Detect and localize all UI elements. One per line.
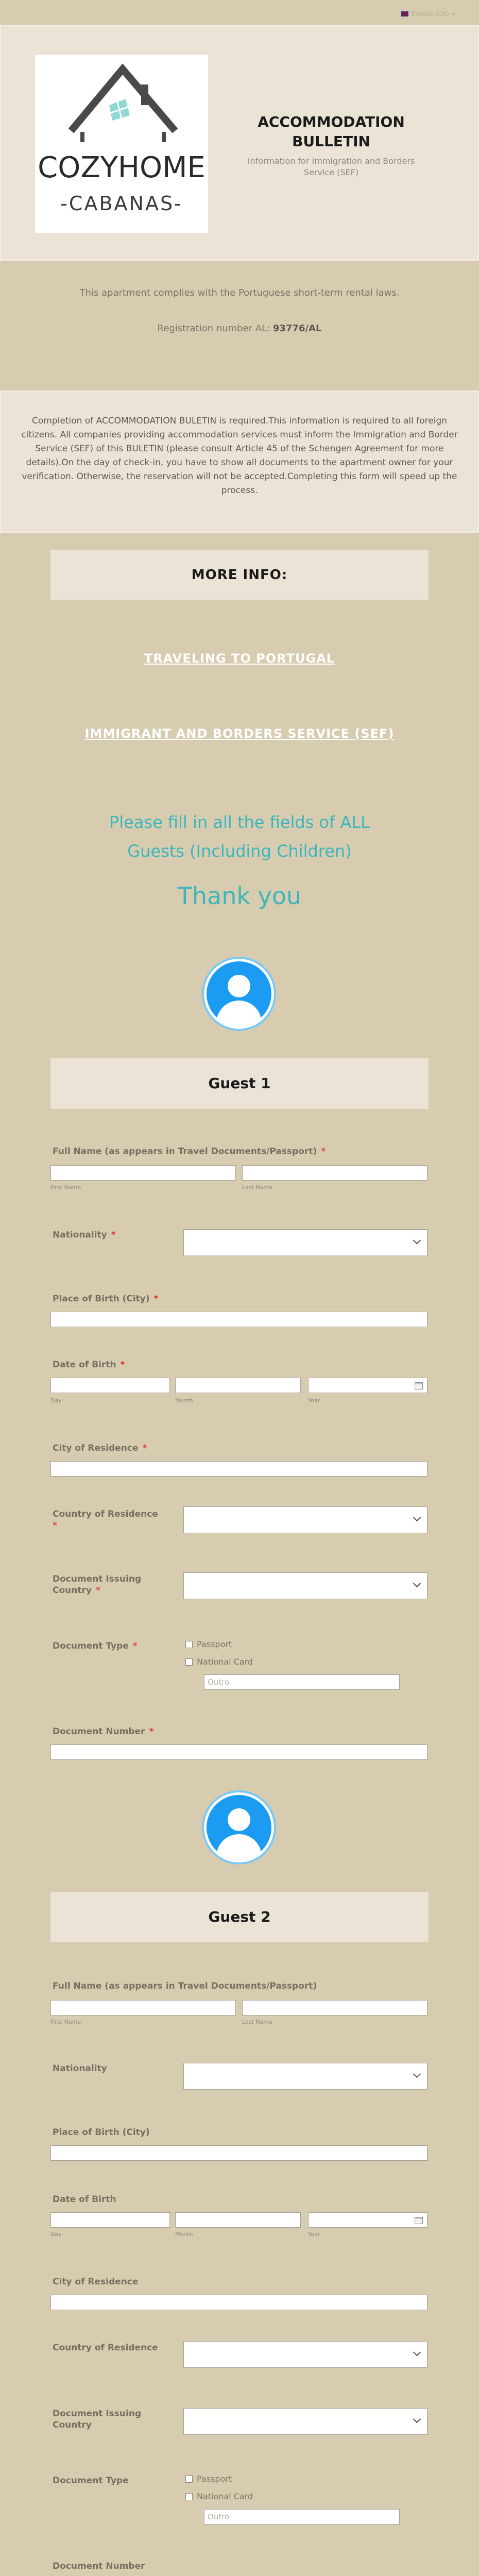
guest2-header: Guest 2: [50, 1892, 429, 1942]
guest1-city-residence-input[interactable]: [50, 1461, 427, 1477]
guest1-doc-issuing-country-select[interactable]: [183, 1572, 427, 1599]
guest1-month-sublabel: Month: [175, 1397, 193, 1404]
compliance-text: This apartment complies with the Portuguese short-term rental laws.: [79, 287, 400, 298]
language-label: English (UK): [411, 10, 449, 18]
chevron-down-icon: [413, 2348, 421, 2357]
guest1-year-sublabel: Year: [308, 1397, 320, 1404]
guest1-doc-issuing-country-label: Document Issuing Country *: [53, 1574, 142, 1596]
traveling-to-portugal-link[interactable]: TRAVELING TO PORTUGAL: [144, 651, 335, 666]
guest1-dob-month-input[interactable]: [175, 1378, 301, 1393]
guest2-nationality-select[interactable]: [183, 2063, 427, 2090]
more-info-header: MORE INFO:: [50, 550, 429, 600]
fill-instructions-line1: Please fill in all the fields of ALL: [109, 812, 370, 832]
guest2-month-sublabel: Month: [175, 2231, 193, 2238]
guest2-city-residence-label: City of Residence: [53, 2277, 139, 2287]
guest1-doc-number-input[interactable]: [50, 1744, 427, 1760]
house-logo-icon: [35, 55, 208, 233]
guest2-year-sublabel: Year: [308, 2231, 320, 2238]
chevron-down-icon: ▾: [452, 10, 455, 18]
guest2-doc-issuing-country-select[interactable]: [183, 2408, 427, 2435]
guest1-avatar-icon: [207, 961, 271, 1026]
logo-brand-text: COZYHOME: [38, 151, 206, 184]
guest1-passport-option[interactable]: Passport: [185, 1639, 232, 1649]
guest2-first-name-sublabel: First Name: [50, 2019, 81, 2025]
guest2-day-sublabel: Day: [50, 2231, 62, 2238]
guest2-dob-label: Date of Birth: [53, 2194, 116, 2205]
chevron-down-icon: [413, 2070, 421, 2078]
registration-number: 93776/AL: [272, 323, 322, 334]
guest1-first-name-input[interactable]: [50, 1165, 236, 1181]
guest2-avatar-icon: [207, 1795, 271, 1860]
guest1-first-name-sublabel: First Name: [50, 1184, 81, 1191]
calendar-icon[interactable]: [415, 2217, 423, 2224]
page-title-block: [242, 112, 420, 178]
fill-instructions-line2: Guests (Including Children): [127, 841, 352, 861]
guest2-doc-number-label: Document Number: [53, 2561, 145, 2571]
guest2-doc-issuing-country-label: Document Issuing Country: [53, 2409, 142, 2430]
guest1-doc-number-label: Document Number *: [53, 1726, 154, 1737]
guest2-last-name-sublabel: Last Name: [242, 2019, 272, 2025]
guest2-last-name-input[interactable]: [242, 2000, 427, 2015]
chevron-down-icon: [413, 1580, 421, 1588]
guest2-first-name-input[interactable]: [50, 2000, 236, 2015]
required-mark: *: [321, 1146, 326, 1157]
guest2-dob-month-input[interactable]: [175, 2212, 301, 2228]
checkbox[interactable]: [185, 1658, 193, 1666]
guest1-doc-type-other-input[interactable]: Outro: [204, 1674, 400, 1690]
guest1-doc-type-label: Document Type *: [53, 1641, 138, 1651]
guest2-doc-type-label: Document Type: [53, 2476, 129, 2486]
guest1-header: Guest 1: [50, 1058, 429, 1109]
guest1-city-residence-label: City of Residence *: [53, 1443, 147, 1453]
fill-instructions: [0, 808, 479, 866]
guest1-place-of-birth-input[interactable]: [50, 1312, 427, 1327]
company-logo: [35, 55, 208, 233]
page-subtitle: Information for Immigration and Borders Service (SEF): [247, 156, 415, 177]
language-selector[interactable]: [401, 10, 455, 18]
compliance-section: [0, 287, 479, 334]
logo-sub-text: -CABANAS-: [60, 192, 183, 215]
guest1-dob-day-input[interactable]: [50, 1378, 170, 1393]
guest1-place-of-birth-label: Place of Birth (City) *: [53, 1294, 159, 1304]
guest2-national-card-option[interactable]: National Card: [185, 2492, 253, 2501]
guest2-doc-type-other-input[interactable]: Outro: [204, 2509, 400, 2524]
guest1-last-name-sublabel: Last Name: [242, 1184, 272, 1191]
guest2-passport-option[interactable]: Passport: [185, 2474, 232, 2484]
notice-panel: [0, 391, 479, 533]
guest1-nationality-label: Nationality *: [53, 1230, 116, 1240]
guest2-nationality-label: Nationality: [53, 2063, 107, 2074]
guest1-dob-year-input[interactable]: [308, 1378, 427, 1393]
guest1-country-residence-select[interactable]: [183, 1506, 427, 1533]
page-title-line1: ACCOMMODATION: [258, 113, 405, 130]
guest2-country-residence-select[interactable]: [183, 2341, 427, 2368]
calendar-icon[interactable]: [415, 1382, 423, 1389]
checkbox[interactable]: [185, 2493, 193, 2500]
guest2-place-of-birth-input[interactable]: [50, 2145, 427, 2161]
sef-link[interactable]: IMMIGRANT AND BORDERS SERVICE (SEF): [84, 726, 395, 741]
chevron-down-icon: [413, 1236, 421, 1245]
uk-flag-icon: [401, 11, 408, 16]
checkbox[interactable]: [185, 2476, 193, 2483]
guest1-national-card-option[interactable]: National Card: [185, 1657, 253, 1667]
guest2-dob-year-input[interactable]: [308, 2212, 427, 2228]
page-title-line2: BULLETIN: [292, 133, 370, 150]
guest2-city-residence-input[interactable]: [50, 2295, 427, 2310]
thank-you-text: Thank you: [177, 882, 302, 910]
guest1-country-residence-label: Country of Residence *: [53, 1509, 158, 1531]
guest2-full-name-label: Full Name (as appears in Travel Documents/Passport): [53, 1981, 317, 1991]
guest1-day-sublabel: Day: [50, 1397, 62, 1404]
guest2-country-residence-label: Country of Residence: [53, 2343, 158, 2353]
checkbox[interactable]: [185, 1641, 193, 1648]
header-panel: [0, 25, 479, 261]
notice-text: Completion of ACCOMMODATION BULETIN is required.This information is required to all foreign citizens. All companies providing accommodation services must inform the Immigration and Border Service (SEF) of this BULETIN (please consult Article 45 of the Schengen Agreement for more details).On the day of check-in, you have to show all documents to the apartment owner for your verification. Otherwise, the reservation will not be accepted.Completing this form will speed up the process.: [21, 416, 458, 496]
guest1-dob-label: Date of Birth *: [53, 1360, 125, 1370]
guest1-last-name-input[interactable]: [242, 1165, 427, 1181]
guest1-full-name-label: Full Name (as appears in Travel Documents/Passport) *: [53, 1146, 326, 1157]
chevron-down-icon: [413, 1514, 421, 1522]
chevron-down-icon: [413, 2415, 421, 2424]
guest2-dob-day-input[interactable]: [50, 2212, 170, 2228]
guest1-nationality-select[interactable]: [183, 1229, 427, 1256]
registration-label: Registration number AL:: [157, 323, 273, 334]
guest2-place-of-birth-label: Place of Birth (City): [53, 2127, 150, 2138]
registration-line: [0, 323, 479, 334]
